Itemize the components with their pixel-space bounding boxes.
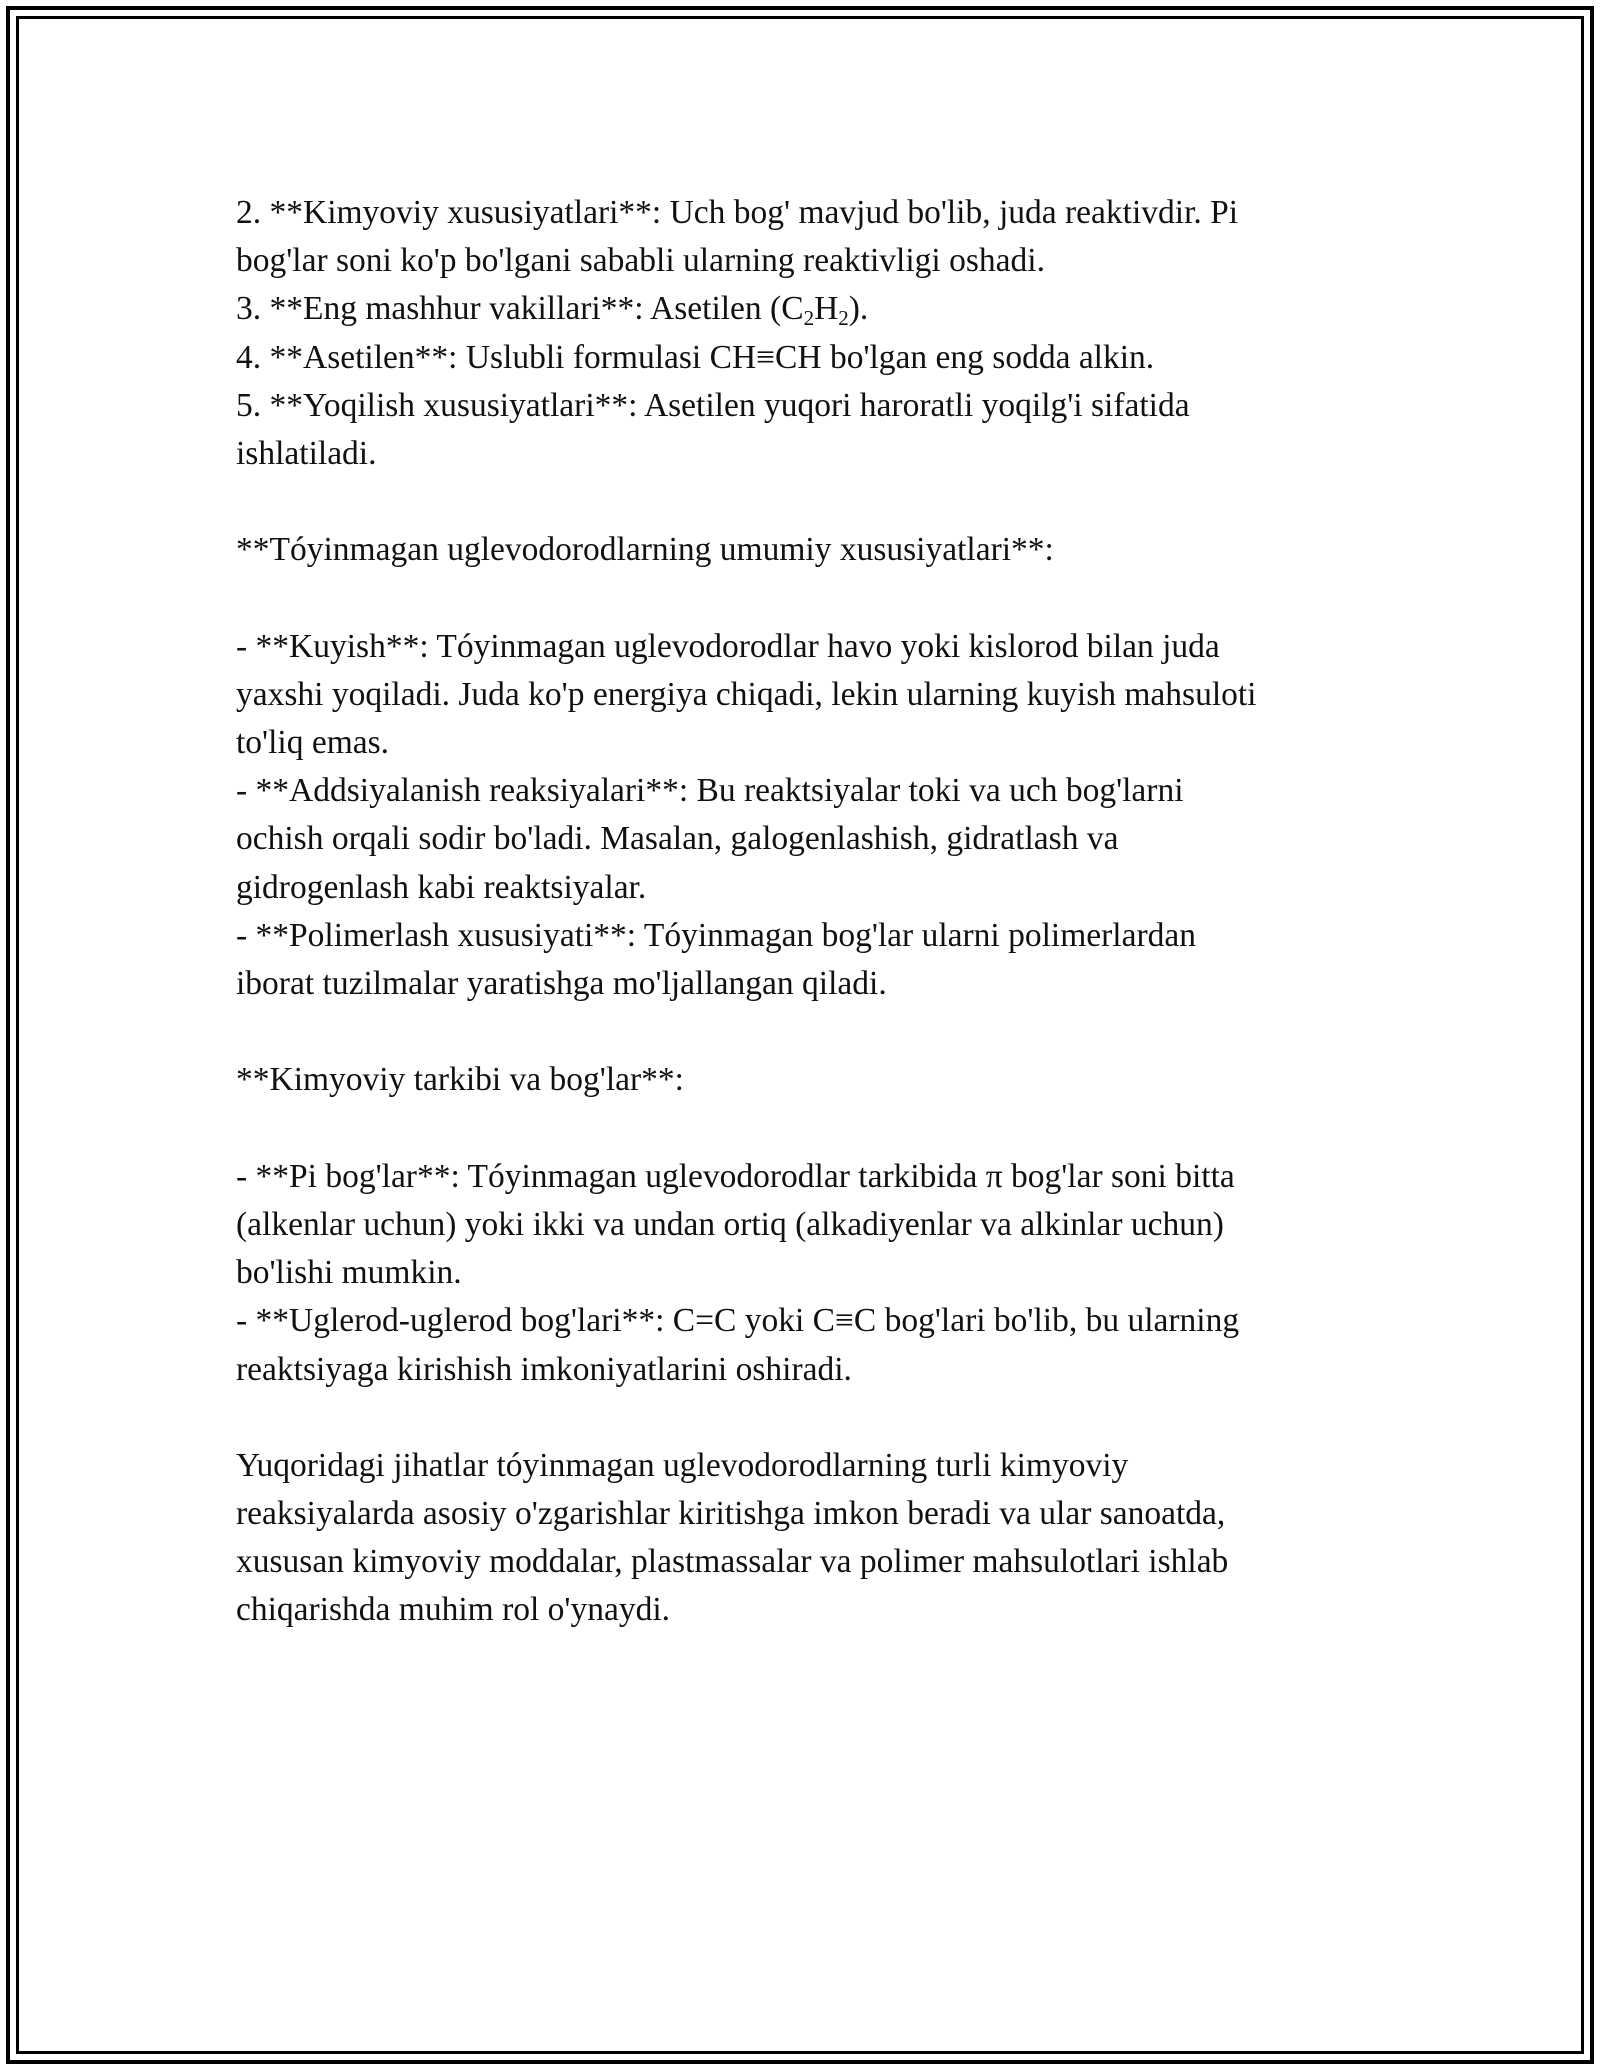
section-heading: **Tóyinmagan uglevodorodlarning umumiy xususiyatlari**: [236, 531, 1054, 569]
text-line: ishlatiladi. [236, 434, 377, 472]
paragraph-gap [236, 478, 1366, 526]
document-body [236, 189, 1366, 1635]
section-heading: **Kimyoviy tarkibi va bog'lar**: [236, 1061, 684, 1099]
text-line: 5. **Yoqilish xususiyatlari**: Asetilen yuqori haroratli yoqilg'i sifatida [236, 386, 1190, 424]
text-line: bog'lar soni ko'p bo'lgani sababli ularning reaktivligi oshadi. [236, 242, 1045, 280]
text-segment: ). [848, 290, 869, 328]
text-line: bo'lishi mumkin. [236, 1254, 462, 1292]
text-line: reaktsiyaga kirishish imkoniyatlarini oshiradi. [236, 1350, 852, 1388]
paragraph-gap [236, 1394, 1366, 1442]
paragraph-gap [236, 1008, 1366, 1056]
text-line: ochish orqali sodir bo'ladi. Masalan, galogenlashish, gidratlash va [236, 820, 1119, 858]
text-line: - **Uglerod-uglerod bog'lari**: C=C yoki C≡C bog'lari bo'lib, bu ularning [236, 1302, 1240, 1340]
text-line: (alkenlar uchun) yoki ikki va undan ortiq (alkadiyenlar va alkinlar uchun) [236, 1205, 1224, 1243]
text-line-formula [236, 285, 1366, 333]
subscript: 2 [838, 306, 849, 331]
text-line: gidrogenlash kabi reaktsiyalar. [236, 868, 647, 906]
text-line: - **Kuyish**: Tóyinmagan uglevodorodlar havo yoki kislorod bilan juda [236, 627, 1220, 665]
subscript: 2 [803, 306, 815, 331]
text-line: iborat tuzilmalar yaratishga mo'ljallangan qiladi. [236, 965, 887, 1002]
text-line: xususan kimyoviy moddalar, plastmassalar va polimer mahsulotlari ishlab [236, 1543, 1229, 1581]
text-line: - **Addsiyalanish reaksiyalari**: Bu reaktsiyalar toki va uch bog'larni [236, 772, 1184, 810]
paragraph-gap [236, 1105, 1366, 1153]
text-line: 2. **Kimyoviy xususiyatlari**: Uch bog' mavjud bo'lib, juda reaktivdir. Pi [236, 194, 1239, 231]
text-segment: 3. **Eng mashhur vakillari**: Asetilen (C [236, 290, 804, 328]
text-line: reaksiyalarda asosiy o'zgarishlar kiritishga imkon beradi va ular sanoatda, [236, 1495, 1226, 1533]
text-line: yaxshi yoqiladi. Juda ko'p energiya chiqadi, lekin ularning kuyish mahsuloti [236, 675, 1257, 713]
text-line: 4. **Asetilen**: Uslubli formulasi CH≡CH bo'lgan eng sodda alkin. [236, 338, 1155, 376]
text-line: Yuqoridagi jihatlar tóyinmagan uglevodorodlarning turli kimyoviy [236, 1446, 1129, 1484]
text-line: to'liq emas. [236, 724, 390, 762]
paragraph-gap [236, 575, 1366, 623]
text-line: - **Polimerlash xususiyati**: Tóyinmagan bog'lar ularni polimerlardan [236, 916, 1196, 954]
text-segment: H [814, 290, 839, 328]
text-line: - **Pi bog'lar**: Tóyinmagan uglevodorodlar tarkibida π bog'lar soni bitta [236, 1157, 1235, 1195]
text-line: chiqarishda muhim rol o'ynaydi. [236, 1591, 671, 1629]
